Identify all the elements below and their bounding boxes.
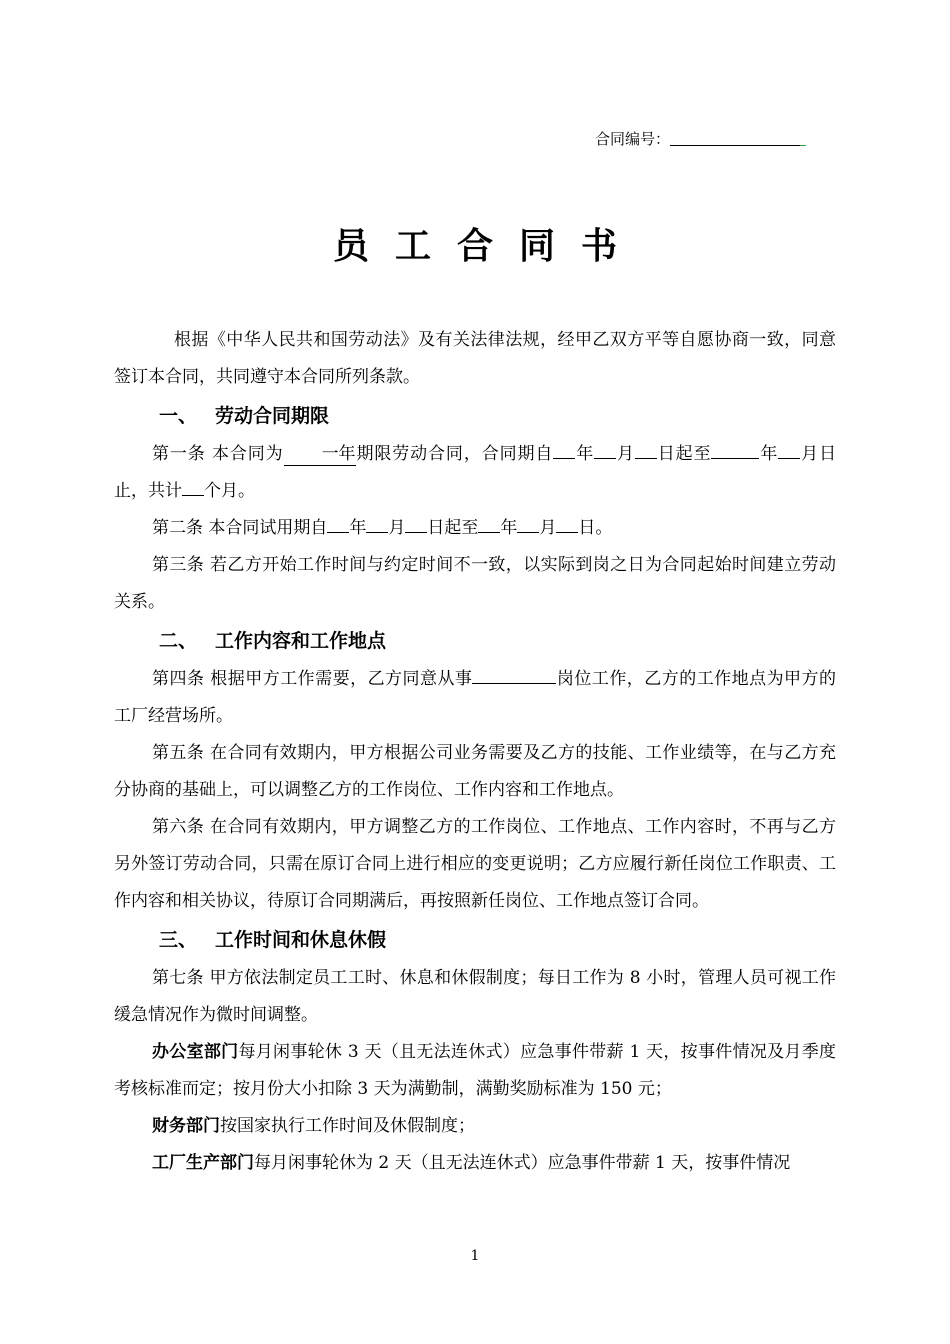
document-body bbox=[114, 322, 836, 1182]
article-2: 第二条 本合同试用期自 年 月 日起至 年 月 日。 bbox=[152, 518, 613, 538]
office-dept-rule: 办公室部门每月闲事轮休 3 天（且无法连休式）应急事件带薪 1 天，按事件情况及月季度考核标准而定；按月份大小扣除 3 天为满勤制，满勤奖励标准为 150 元； bbox=[114, 1042, 836, 1099]
article-4: 第四条 根据甲方工作需要，乙方同意从事 岗位工作，乙方的工作地点为甲方的工厂经营场所。 bbox=[114, 669, 837, 726]
intro-paragraph: 根据《中华人民共和国劳动法》及有关法律法规，经甲乙双方平等自愿协商一致，同意签订本合同，共同遵守本合同所列条款。 bbox=[114, 330, 836, 387]
factory-dept-rule: 工厂生产部门每月闲事轮休为 2 天（且无法连休式）应急事件带薪 1 天，按事件情况 bbox=[152, 1153, 791, 1173]
article-3: 第三条 若乙方开始工作时间与约定时间不一致，以实际到岗之日为合同起始时间建立劳动关系。 bbox=[114, 555, 836, 612]
position-field[interactable] bbox=[472, 683, 556, 684]
contract-number bbox=[595, 128, 802, 149]
page-number: 1 bbox=[470, 1248, 480, 1264]
document-title: 员工合同书 bbox=[332, 225, 643, 267]
section-heading-2: 二、 工作内容和工作地点 bbox=[159, 630, 387, 652]
finance-dept-rule: 财务部门按国家执行工作时间及休假制度； bbox=[152, 1116, 475, 1136]
article-7: 第七条 甲方依法制定员工工时、休息和休假制度；每日工作为 8 小时，管理人员可视工作缓急情况作为微时间调整。 bbox=[114, 968, 836, 1025]
section-heading-3: 三、 工作时间和休息休假 bbox=[159, 929, 387, 951]
contract-number-label: 合同编号： bbox=[595, 130, 671, 148]
article-5: 第五条 在合同有效期内，甲方根据公司业务需要及乙方的技能、工作业绩等，在与乙方充分协商的基础上，可以调整乙方的工作岗位、工作内容和工作地点。 bbox=[114, 743, 836, 800]
contract-number-blank[interactable] bbox=[670, 131, 802, 146]
article-6: 第六条 在合同有效期内，甲方调整乙方的工作岗位、工作地点、工作内容时，不再与乙方另外签订劳动合同，只需在原订合同上进行相应的变更说明；乙方应履行新任岗位工作职责、工作内容和相关协议，待原订合同期满后，再按照新任岗位、工作地点签订合同。 bbox=[114, 817, 836, 911]
article-1: 第一条 本合同为 一年期限劳动合同，合同期自 年 月 日起至 年 月日止，共计 个月。 bbox=[114, 444, 837, 501]
term-field[interactable]: 一年 bbox=[284, 443, 356, 466]
section-heading-1: 一、 劳动合同期限 bbox=[159, 405, 330, 427]
